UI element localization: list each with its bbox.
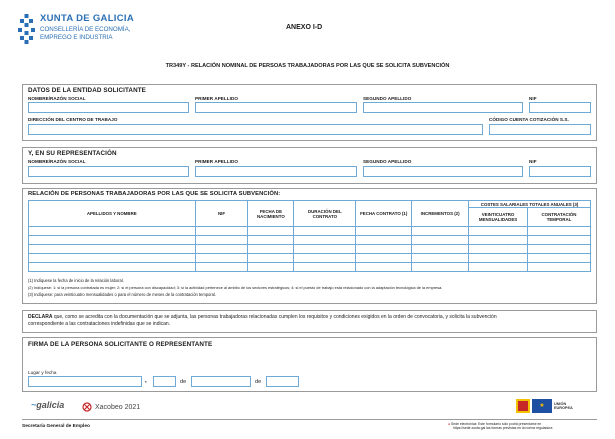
entity-name-field[interactable]	[28, 102, 189, 113]
note-1: (1) Indíquese la fecha de inicio de la relación laboral.	[28, 278, 124, 283]
col-header-increments: INCREMENTOS (2)	[412, 201, 469, 227]
footer-divider	[22, 419, 597, 420]
label-surname2: SEGUNDO APELLIDO	[363, 96, 412, 101]
table-row	[29, 245, 591, 254]
entity-nif-field[interactable]	[529, 102, 591, 113]
declaration-text	[28, 314, 593, 328]
signature-section	[22, 337, 597, 392]
label-nif: NIF	[529, 159, 537, 164]
declaration-lead: DECLARA	[28, 314, 53, 320]
col-header-birth: FECHA DE NACIMIENTO	[248, 201, 294, 227]
col-header-names: APELLIDOS Y NOMBRE	[29, 201, 196, 227]
label-name: NOMBRE/RAZÓN SOCIAL	[28, 159, 86, 164]
section-title: FIRMA DE LA PERSONA SOLICITANTE O REPRESENTANTE	[28, 341, 213, 348]
galicia-logo-text: galicia	[36, 400, 65, 410]
col-header-contract-date: FECHA CONTRATO (1)	[356, 201, 412, 227]
entity-ccc-field[interactable]	[489, 124, 591, 135]
label-place-date: Lugar y fecha	[28, 370, 57, 375]
org-name: XUNTA DE GALICIA	[40, 13, 134, 24]
label-address: DIRECCIÓN DEL CENTRO DE TRABAJO	[28, 117, 118, 122]
workers-section	[22, 188, 597, 304]
table-row	[29, 263, 591, 272]
signature-year-field[interactable]	[266, 376, 299, 387]
dept-line-2: EMPREGO E INDUSTRIA	[40, 34, 113, 41]
xacobeo-icon	[82, 402, 92, 412]
label-surname2: SEGUNDO APELLIDO	[363, 159, 412, 164]
e-notice-text-1: Sede electrónica: Este formulario sólo podrá presentarse en	[451, 422, 542, 426]
galicia-swirl-icon: ~	[31, 400, 37, 410]
de-label-1: de	[180, 379, 187, 385]
representative-section	[22, 147, 597, 184]
e-notice-line-2: https://sede.xunta.gal las formas previstas en la norma reguladora	[453, 426, 553, 431]
table-row	[29, 236, 591, 245]
declaration-body: que, como se acredita con la documentación que se adjunta, las personas trabajadoras relacionadas cumplen los requisitos y condiciones exigidos en la orden de convocatoria, y solicita la subvención	[52, 314, 497, 320]
signature-day-field[interactable]	[153, 376, 176, 387]
label-nif: NIF	[529, 96, 537, 101]
rep-nif-field[interactable]	[529, 166, 591, 177]
entity-surname1-field[interactable]	[195, 102, 357, 113]
rep-name-field[interactable]	[28, 166, 189, 177]
footer-eu-logo	[516, 398, 586, 414]
signature-place-field[interactable]	[28, 376, 142, 387]
eu-logo-text: UNIÓN EUROPEA	[553, 402, 573, 410]
footer-office: Secretaría General de Empleo	[22, 424, 90, 429]
note-3: (3) Indíquese: para veinticuatro mensualidades o para el número de meses de la contratación temporal.	[28, 292, 216, 297]
section-title: DATOS DE LA ENTIDAD SOLICITANTE	[28, 87, 146, 94]
entity-address-field[interactable]	[28, 124, 483, 135]
col-header-temporary: CONTRATACIÓN TEMPORAL	[528, 208, 591, 227]
annex-label: ANEXO I-D	[286, 24, 323, 31]
galicia-emblem-icon	[18, 14, 35, 44]
section-title: Y, EN SU REPRESENTACIÓN	[28, 150, 117, 157]
footer-galicia-logo	[31, 400, 64, 410]
col-header-monthly: VEINTICUATRO MENSUALIDADES	[469, 208, 528, 227]
e-notice-icon: ●	[448, 422, 451, 426]
declaration-section	[22, 310, 597, 333]
entity-section	[22, 84, 597, 141]
document-title: TR349Y - RELACIÓN NOMINAL DE PERSOAS TRABAJADORAS POR LAS QUE SE SOLICITA SUBVENCIÓN	[165, 63, 450, 69]
signature-month-field[interactable]	[191, 376, 251, 387]
col-header-duration: DURACIÓN DEL CONTRATO	[294, 201, 356, 227]
section-title: RELACIÓN DE PERSONAS TRABAJADORAS POR LAS QUE SE SOLICITA SUBVENCIÓN:	[28, 191, 281, 197]
rep-surname2-field[interactable]	[363, 166, 523, 177]
footer-xacobeo-logo	[82, 402, 140, 412]
label-surname1: PRIMER APELLIDO	[195, 96, 238, 101]
xacobeo-text: Xacobeo 2021	[95, 403, 141, 411]
workers-table	[28, 200, 591, 272]
footer-e-notice	[448, 422, 595, 431]
note-2: (2) Indíquese: 1: si la persona contratada es mujer; 2: si el persona con discapacidad; 3: si la actividad pertenece al ámbito de los sectores estratégicos; 4: si el puesto de trabajo está relacionado con la adaptación tecnológica de la empresa.	[28, 285, 443, 290]
dept-line-1: CONSELLERÍA DE ECONOMÍA,	[40, 26, 131, 33]
eu-flag-icon: ★	[532, 399, 552, 413]
table-row	[29, 254, 591, 263]
spain-emblem-icon	[516, 399, 530, 413]
xunta-logo	[18, 12, 138, 54]
col-header-nif: NIF	[195, 201, 248, 227]
table-row	[29, 227, 591, 236]
comma-separator: ,	[145, 378, 147, 384]
rep-surname1-field[interactable]	[195, 166, 357, 177]
label-name: NOMBRE/RAZÓN SOCIAL	[28, 96, 86, 101]
label-surname1: PRIMER APELLIDO	[195, 159, 238, 164]
declaration-body-2: correspondiente a las contrataciones indefinidas que se indican.	[28, 321, 171, 327]
label-ccc: CÓDIGO CUENTA COTIZACIÓN S.S.	[489, 117, 569, 122]
col-group-header-salary: COSTES SALARIALES TOTALES ANUALES (3)	[469, 201, 591, 208]
de-label-2: de	[255, 379, 262, 385]
entity-surname2-field[interactable]	[363, 102, 523, 113]
